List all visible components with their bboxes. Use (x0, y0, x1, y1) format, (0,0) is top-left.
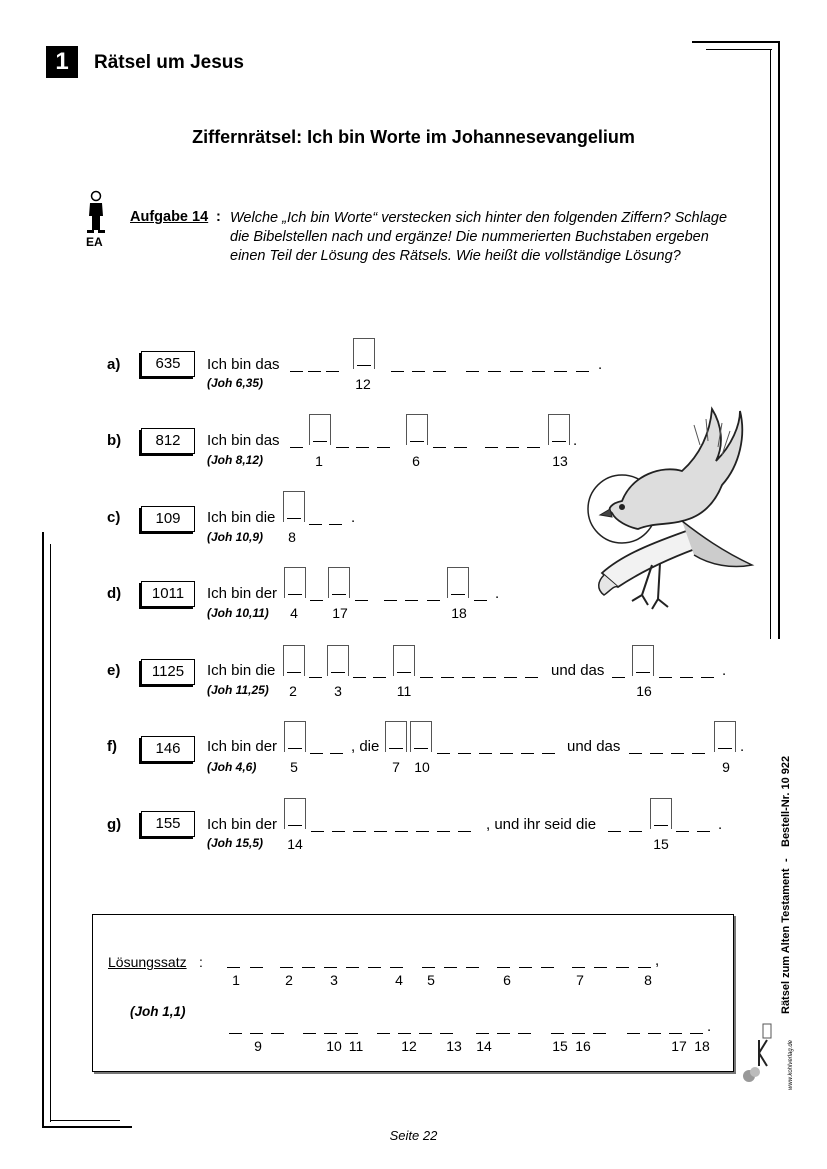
row-letter: c) (107, 509, 121, 526)
solution-blank[interactable] (572, 1033, 585, 1034)
person-icon (84, 190, 108, 236)
solution-blank[interactable] (627, 1033, 640, 1034)
letter-blank[interactable] (355, 600, 368, 601)
solution-blank[interactable] (271, 1033, 284, 1034)
connector-text: , die (351, 738, 380, 755)
side-separator: - (780, 858, 792, 862)
solution-blank[interactable] (551, 1033, 564, 1034)
letter-blank[interactable] (433, 371, 446, 372)
solution-blank[interactable] (440, 1033, 453, 1034)
letter-index: 2 (289, 683, 297, 699)
solution-blank[interactable] (324, 1033, 337, 1034)
letter-blank[interactable] (310, 600, 323, 601)
period: . (598, 356, 603, 373)
letter-blank[interactable] (629, 753, 642, 754)
numbered-letter-box[interactable] (406, 414, 428, 445)
letter-blank[interactable] (527, 447, 540, 448)
letter-index: 12 (355, 376, 371, 392)
letter-blank[interactable] (326, 371, 339, 372)
letter-index: 8 (288, 529, 296, 545)
solution-blank[interactable] (390, 967, 403, 968)
order-number: Bestell-Nr. 10 922 (780, 755, 792, 847)
row-prefix: Ich bin das (207, 432, 280, 449)
letter-blank[interactable] (576, 371, 589, 372)
puzzle-title: Ziffernrätsel: Ich bin Worte im Johannesevangelium (192, 127, 635, 147)
letter-blank[interactable] (650, 753, 663, 754)
solution-index: 18 (694, 1038, 710, 1054)
solution-blank[interactable] (302, 967, 315, 968)
letter-blank[interactable] (671, 753, 684, 754)
solution-index: 6 (503, 972, 511, 988)
solution-blank[interactable] (368, 967, 381, 968)
solution-blank[interactable] (250, 967, 263, 968)
row-letter: e) (107, 662, 121, 679)
letter-blank[interactable] (427, 600, 440, 601)
letter-blank[interactable] (454, 447, 467, 448)
period: . (740, 738, 745, 755)
letter-blank[interactable] (506, 447, 519, 448)
letter-blank[interactable] (405, 600, 418, 601)
solution-blank[interactable] (419, 1033, 432, 1034)
row-prefix: Ich bin die (207, 509, 276, 526)
solution-blank[interactable] (377, 1033, 390, 1034)
solution-blank[interactable] (519, 967, 532, 968)
number-box: 812 (141, 428, 195, 454)
letter-blank[interactable] (377, 447, 390, 448)
letter-index: 14 (287, 836, 303, 852)
row-letter: f) (107, 738, 117, 755)
numbered-letter-box[interactable] (284, 567, 306, 598)
number-box: 1125 (141, 659, 195, 685)
letter-blank[interactable] (309, 677, 322, 678)
solution-blank[interactable] (250, 1033, 263, 1034)
solution-index: 5 (427, 972, 435, 988)
solution-index: 16 (575, 1038, 591, 1054)
letter-index: 15 (653, 836, 669, 852)
solution-blank[interactable] (593, 1033, 606, 1034)
solution-index: 15 (552, 1038, 568, 1054)
letter-blank[interactable] (412, 371, 425, 372)
bible-reference: (Joh 8,12) (207, 453, 264, 467)
numbered-letter-box[interactable] (447, 567, 469, 598)
letter-blank[interactable] (416, 831, 429, 832)
solution-blank[interactable] (648, 1033, 661, 1034)
numbered-letter-box[interactable] (548, 414, 570, 445)
solution-reference: (Joh 1,1) (130, 1004, 186, 1019)
frame-bottom-line-inner (50, 1120, 120, 1121)
letter-index: 13 (552, 453, 568, 469)
letter-blank[interactable] (330, 753, 343, 754)
solution-blank[interactable] (303, 1033, 316, 1034)
chapter-number: 1 (46, 46, 78, 78)
number-box: 146 (141, 736, 195, 762)
task-text: Welche „Ich bin Worte“ verstecken sich hinter den folgenden Ziffern? Schlage die Bibelstellen nach und ergänze! Die nummerierten Buchstaben ergeben einen Teil der Lösung des Rätsels. Wie heißt die vollständige Lösung? (230, 210, 728, 264)
task-label: Aufgabe 14 (130, 209, 209, 225)
letter-index: 18 (451, 605, 467, 621)
solution-index: 1 (232, 972, 240, 988)
frame-top-line-inner (706, 49, 772, 50)
letter-blank[interactable] (384, 600, 397, 601)
letter-blank[interactable] (612, 677, 625, 678)
letter-blank[interactable] (542, 753, 555, 754)
bible-reference: (Joh 11,25) (207, 683, 269, 697)
letter-index: 7 (392, 759, 400, 775)
letter-blank[interactable] (466, 371, 479, 372)
number-box: 109 (141, 506, 195, 532)
frame-left-line-inner (50, 544, 51, 1122)
numbered-letter-box[interactable] (714, 721, 736, 752)
period: . (718, 816, 723, 833)
letter-blank[interactable] (353, 831, 366, 832)
solution-index: 14 (476, 1038, 492, 1054)
letter-blank[interactable] (554, 371, 567, 372)
solution-blank[interactable] (638, 967, 651, 968)
solution-blank[interactable] (444, 967, 457, 968)
period: . (573, 432, 578, 449)
solution-blank[interactable] (690, 1033, 703, 1034)
solution-blank[interactable] (669, 1033, 682, 1034)
solution-blank[interactable] (476, 1033, 489, 1034)
row-prefix: Ich bin der (207, 585, 278, 602)
letter-blank[interactable] (336, 447, 349, 448)
letter-blank[interactable] (311, 831, 324, 832)
row-letter: g) (107, 816, 122, 833)
row-prefix: Ich bin die (207, 662, 276, 679)
dove-illustration (582, 405, 758, 615)
solution-blank[interactable] (229, 1033, 242, 1034)
numbered-letter-box[interactable] (283, 491, 305, 522)
solution-blank[interactable] (497, 967, 510, 968)
letter-index: 6 (412, 453, 420, 469)
letter-index: 4 (290, 605, 298, 621)
numbered-letter-box[interactable] (284, 721, 306, 752)
number-box: 635 (141, 351, 195, 377)
numbered-letter-box[interactable] (328, 567, 350, 598)
letter-blank[interactable] (525, 677, 538, 678)
numbered-letter-box[interactable] (283, 645, 305, 676)
bible-reference: (Joh 4,6) (207, 760, 257, 774)
solution-index: 9 (254, 1038, 262, 1054)
row-letter: b) (107, 432, 122, 449)
numbered-letter-box[interactable] (284, 798, 306, 829)
solution-blank[interactable] (541, 967, 554, 968)
letter-blank[interactable] (676, 831, 689, 832)
solution-blank[interactable] (346, 967, 359, 968)
letter-blank[interactable] (441, 677, 454, 678)
letter-index: 1 (315, 453, 323, 469)
letter-blank[interactable] (608, 831, 621, 832)
letter-blank[interactable] (395, 831, 408, 832)
connector-text: und das (551, 662, 605, 679)
letter-blank[interactable] (510, 371, 523, 372)
letter-blank[interactable] (474, 600, 487, 601)
letter-blank[interactable] (308, 371, 321, 372)
letter-index: 9 (722, 759, 730, 775)
bible-reference: (Joh 6,35) (207, 376, 264, 390)
period: . (495, 585, 500, 602)
solution-index: 10 (326, 1038, 342, 1054)
numbered-letter-box[interactable] (632, 645, 654, 676)
period: . (722, 662, 727, 679)
numbered-letter-box[interactable] (410, 721, 432, 752)
book-title: Rätsel zum Alten Testament (780, 868, 792, 1014)
letter-blank[interactable] (374, 831, 387, 832)
numbered-letter-box[interactable] (309, 414, 331, 445)
letter-blank[interactable] (483, 677, 496, 678)
frame-left-line (42, 532, 44, 1128)
letter-blank[interactable] (485, 447, 498, 448)
solution-index: 12 (401, 1038, 417, 1054)
letter-index: 5 (290, 759, 298, 775)
letter-blank[interactable] (659, 677, 672, 678)
letter-index: 17 (332, 605, 348, 621)
period: . (707, 1018, 712, 1035)
letter-blank[interactable] (420, 677, 433, 678)
solution-index: 2 (285, 972, 293, 988)
letter-blank[interactable] (290, 447, 303, 448)
solution-index: 8 (644, 972, 652, 988)
solution-index: 13 (446, 1038, 462, 1054)
solution-blank[interactable] (616, 967, 629, 968)
solution-blank[interactable] (227, 967, 240, 968)
letter-blank[interactable] (692, 753, 705, 754)
task-colon: : (216, 209, 221, 225)
letter-blank[interactable] (309, 524, 322, 525)
row-prefix: Ich bin der (207, 738, 278, 755)
solution-index: 11 (348, 1038, 364, 1054)
letter-blank[interactable] (373, 677, 386, 678)
chapter-title: Rätsel um Jesus (94, 52, 244, 73)
page-number: Seite 22 (389, 1128, 438, 1143)
solution-blank[interactable] (280, 967, 293, 968)
comma: , (655, 952, 660, 969)
letter-blank[interactable] (458, 831, 471, 832)
letter-blank[interactable] (629, 831, 642, 832)
number-box: 155 (141, 811, 195, 837)
number-box: 1011 (141, 581, 195, 607)
letter-blank[interactable] (437, 753, 450, 754)
letter-blank[interactable] (329, 524, 342, 525)
connector-text: und das (567, 738, 621, 755)
solution-blank[interactable] (422, 967, 435, 968)
solution-blank[interactable] (345, 1033, 358, 1034)
letter-blank[interactable] (356, 447, 369, 448)
numbered-letter-box[interactable] (327, 645, 349, 676)
solution-index: 3 (330, 972, 338, 988)
solution-index: 4 (395, 972, 403, 988)
row-prefix: Ich bin der (207, 816, 278, 833)
numbered-letter-box[interactable] (353, 338, 375, 369)
solution-blank[interactable] (497, 1033, 510, 1034)
letter-index: 10 (414, 759, 430, 775)
bible-reference: (Joh 15,5) (207, 836, 264, 850)
letter-blank[interactable] (521, 753, 534, 754)
publisher-url[interactable]: www.kohlverlag.de (788, 1039, 794, 1090)
publisher-logo (741, 1020, 773, 1090)
bible-reference: (Joh 10,11) (207, 606, 269, 620)
letter-blank[interactable] (290, 371, 303, 372)
solution-blank[interactable] (324, 967, 337, 968)
letter-blank[interactable] (353, 677, 366, 678)
solution-blank[interactable] (594, 967, 607, 968)
solution-label: Lösungssatz (108, 954, 187, 970)
solution-colon: : (199, 954, 203, 970)
letter-blank[interactable] (310, 753, 323, 754)
letter-blank[interactable] (332, 831, 345, 832)
connector-text: , und ihr seid die (486, 816, 597, 833)
letter-index: 11 (396, 683, 412, 699)
solution-blank[interactable] (466, 967, 479, 968)
letter-blank[interactable] (458, 753, 471, 754)
letter-blank[interactable] (701, 677, 714, 678)
solution-blank[interactable] (518, 1033, 531, 1034)
solution-index: 7 (576, 972, 584, 988)
letter-blank[interactable] (479, 753, 492, 754)
bible-reference: (Joh 10,9) (207, 530, 264, 544)
letter-index: 16 (636, 683, 652, 699)
ea-label: EA (86, 235, 103, 249)
letter-blank[interactable] (433, 447, 446, 448)
solution-blank[interactable] (572, 967, 585, 968)
row-letter: d) (107, 585, 122, 602)
letter-blank[interactable] (680, 677, 693, 678)
frame-top-line (692, 41, 780, 43)
row-prefix: Ich bin das (207, 356, 280, 373)
letter-blank[interactable] (697, 831, 710, 832)
letter-index: 3 (334, 683, 342, 699)
letter-blank[interactable] (504, 677, 517, 678)
numbered-letter-box[interactable] (650, 798, 672, 829)
numbered-letter-box[interactable] (385, 721, 407, 752)
letter-blank[interactable] (437, 831, 450, 832)
period: . (351, 509, 356, 526)
row-letter: a) (107, 356, 121, 373)
solution-index: 17 (671, 1038, 687, 1054)
letter-blank[interactable] (391, 371, 404, 372)
numbered-letter-box[interactable] (393, 645, 415, 676)
solution-blank[interactable] (398, 1033, 411, 1034)
letter-blank[interactable] (462, 677, 475, 678)
letter-blank[interactable] (488, 371, 501, 372)
letter-blank[interactable] (532, 371, 545, 372)
letter-blank[interactable] (500, 753, 513, 754)
